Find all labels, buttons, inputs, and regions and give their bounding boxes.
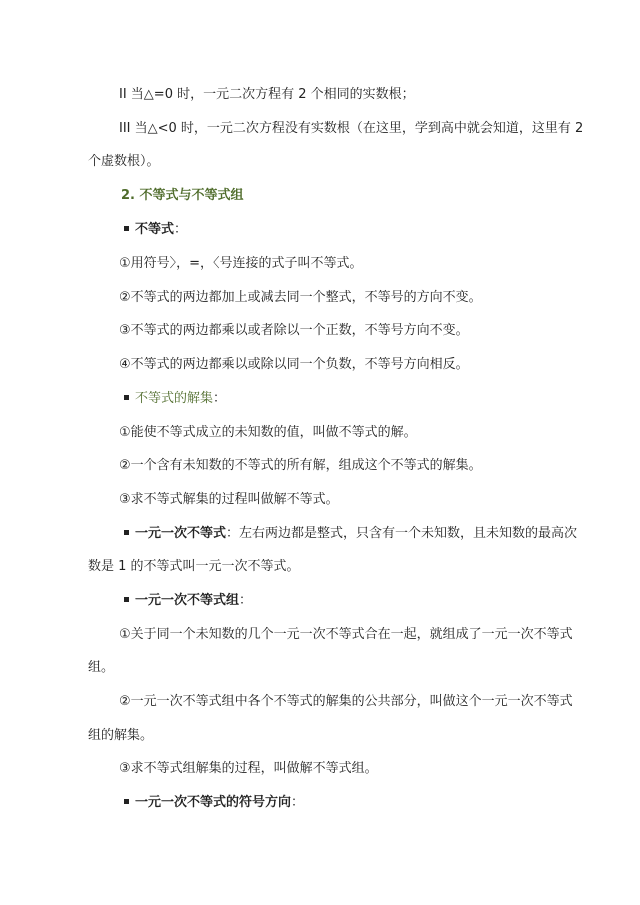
bullet-title: 一元一次不等式组 [135,593,240,608]
list-item: ③不等式的两边都乘以或者除以一个正数，不等号方向不变。 [119,323,469,338]
list-item: ②不等式的两边都加上或减去同一个整式，不等号的方向不变。 [119,290,482,305]
bullet-text: ：左右两边都是整式，只含有一个未知数，且未知数的最高次 [226,526,578,541]
list-item: ③求不等式解集的过程叫做解不等式。 [119,492,339,507]
square-bullet-icon [124,799,129,804]
list-item: ②一个含有未知数的不等式的所有解，组成这个不等式的解集。 [119,458,482,473]
list-item: ②一元一次不等式组中各个不等式的解集的公共部分，叫做这个一元一次不等式 [119,694,573,709]
bullet-colon: ： [174,222,188,237]
text-line: 组的解集。 [88,728,154,743]
bullet-colon: ： [291,795,305,810]
bullet-item [124,390,226,408]
square-bullet-icon [124,530,129,535]
bullet-title: 一元一次不等式的符号方向 [135,795,292,810]
section-heading: 2. 不等式与不等式组 [121,188,244,203]
square-bullet-icon [124,226,129,231]
bullet-item [124,221,187,239]
bullet-title: 一元一次不等式 [135,526,227,541]
list-item: ①关于同一个未知数的几个一元一次不等式合在一起，就组成了一元一次不等式 [119,627,573,642]
square-bullet-icon [124,597,129,602]
list-item: ①用符号〉，=，〈号连接的式子叫不等式。 [119,256,363,271]
list-item: ④不等式的两边都乘以或除以同一个负数，不等号方向相反。 [119,357,469,372]
bullet-item [124,592,252,610]
list-item: ①能使不等式成立的未知数的值，叫做不等式的解。 [119,425,417,440]
bullet-colon: ： [239,593,253,608]
text-line: II 当△=0 时，一元二次方程有 2 个相同的实数根； [119,87,415,102]
bullet-item [124,794,304,812]
text-line: 个虚数根）。 [88,154,160,169]
text-line: 数是 1 的不等式叫一元一次不等式。 [88,559,300,574]
bullet-item [124,525,577,543]
text-line: III 当△<0 时，一元二次方程没有实数根（在这里，学到高中就会知道，这里有 2 [119,121,584,136]
bullet-title: 不等式的解集 [135,391,214,406]
bullet-title: 不等式 [135,222,175,237]
text-line: 组。 [88,660,115,675]
list-item: ③求不等式组解集的过程，叫做解不等式组。 [119,761,378,776]
bullet-colon: ： [213,391,227,406]
square-bullet-icon [124,395,129,400]
